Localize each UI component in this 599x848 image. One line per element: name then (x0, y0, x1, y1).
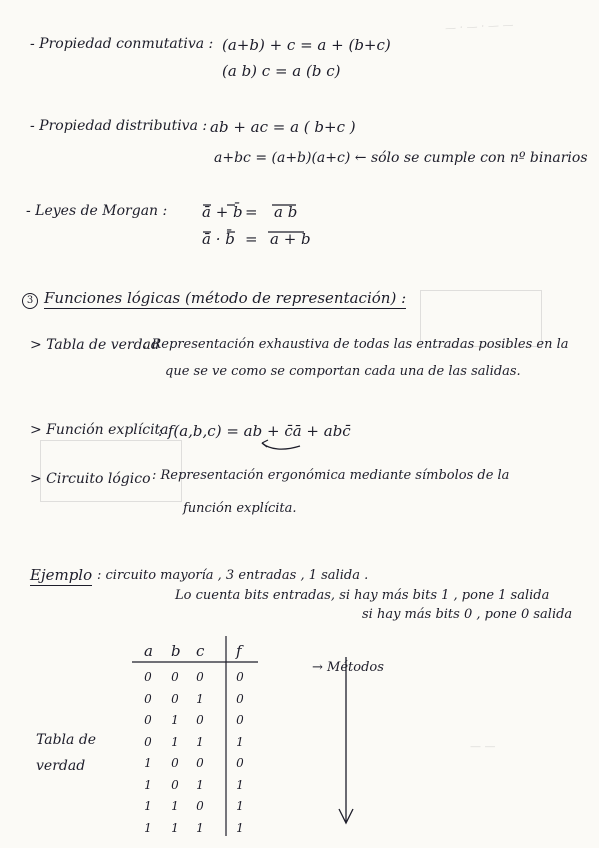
table-cell: 0 (196, 670, 204, 684)
table-cell: 0 (171, 691, 179, 706)
commutative-equation-1: (a+b) + c = a + (b+c) (222, 36, 391, 54)
table-cell: 1 (171, 734, 179, 749)
truth-table-label: > Tabla de verdad (30, 337, 160, 353)
section-title: Funciones lógicas (método de representación) : (44, 289, 407, 307)
table-caption-line-1: Tabla de (36, 732, 97, 748)
table-cell: 1 (171, 713, 179, 727)
morgan-eq2-rhs: a + b (270, 230, 311, 248)
methods-label: → Métodos (312, 660, 384, 675)
table-caption-line-2: verdad (36, 758, 86, 774)
table-cell: 1 (196, 734, 204, 749)
table-cell: 0 (144, 691, 152, 706)
morgan-eq2-equals: = (245, 230, 258, 248)
bleed-through-text: — — (470, 740, 496, 753)
logic-circuit-label: > Circuito lógico (30, 471, 151, 487)
table-cell: 1 (144, 820, 152, 835)
table-cell: 0 (144, 670, 152, 684)
table-cell: 1 (171, 820, 179, 835)
truth-table-definition-2: que se ve como se comportan cada una de las salidas. (165, 364, 521, 379)
table-cell: 0 (196, 756, 204, 770)
distributive-equation-1: ab + ac = a ( b+c ) (210, 118, 356, 136)
explicit-function-definition: : f(a,b,c) = ab + c̄ā + abc̄ (158, 422, 351, 440)
morgan-eq1-rhs: a b (274, 203, 298, 221)
table-header-f: f (236, 642, 242, 660)
section-number-circle: 3 (22, 293, 38, 309)
table-header-c: c (196, 642, 205, 660)
table-cell: 0 (196, 713, 204, 727)
table-cell: 0 (144, 734, 152, 749)
table-cell: 0 (236, 713, 244, 727)
example-label: Ejemplo (30, 566, 93, 584)
table-cell: 0 (236, 670, 244, 684)
table-cell: 0 (236, 691, 244, 706)
table-cell: 1 (144, 799, 152, 813)
morgan-eq1-lhs: ā + b̄ (202, 203, 243, 221)
distributive-equation-2: a+bc = (a+b)(a+c) ← sólo se cumple con nº binarios (214, 150, 588, 166)
table-header-a: a (144, 642, 153, 660)
table-cell: 1 (236, 799, 244, 813)
table-cell: 1 (144, 777, 152, 792)
table-cell: 0 (236, 756, 244, 770)
commutative-equation-2: (a b) c = a (b c) (222, 62, 341, 80)
table-cell: 1 (144, 756, 152, 770)
morgan-label: - Leyes de Morgan : (26, 203, 168, 219)
table-header-b: b (171, 642, 181, 660)
distributive-label: - Propiedad distributiva : (30, 118, 208, 134)
logic-circuit-definition-2: función explícita. (183, 501, 297, 516)
table-cell: 1 (236, 734, 244, 749)
table-cell: 1 (196, 691, 204, 706)
table-cell: 1 (236, 820, 244, 835)
underline-stroke (262, 443, 300, 449)
table-cell: 0 (171, 670, 179, 684)
example-note-2: si hay más bits 0 , pone 0 salida (362, 607, 573, 622)
table-cell: 1 (236, 777, 244, 792)
explicit-function-label: > Función explícita (30, 422, 169, 438)
table-cell: 0 (171, 756, 179, 770)
morgan-eq2-lhs: ā · b̄ (202, 230, 235, 248)
example-note-1: Lo cuenta bits entradas, si hay más bits 1 , pone 1 salida (175, 588, 550, 603)
morgan-eq1-equals: = (245, 203, 258, 221)
table-cell: 0 (171, 777, 179, 792)
bleed-through-text: — · — · — — (444, 18, 514, 35)
logic-circuit-definition-1: : Representación ergonómica mediante símbolos de la (152, 468, 510, 483)
example-definition: : circuito mayoría , 3 entradas , 1 salida . (97, 568, 369, 583)
table-cell: 1 (196, 777, 204, 792)
table-cell: 1 (196, 820, 204, 835)
truth-table-definition-1: : Representación exhaustiva de todas las entradas posibles en la (143, 337, 569, 352)
table-cell: 1 (171, 799, 179, 813)
commutative-label: - Propiedad conmutativa : (30, 36, 214, 52)
table-cell: 0 (144, 713, 152, 727)
table-cell: 0 (196, 799, 204, 813)
